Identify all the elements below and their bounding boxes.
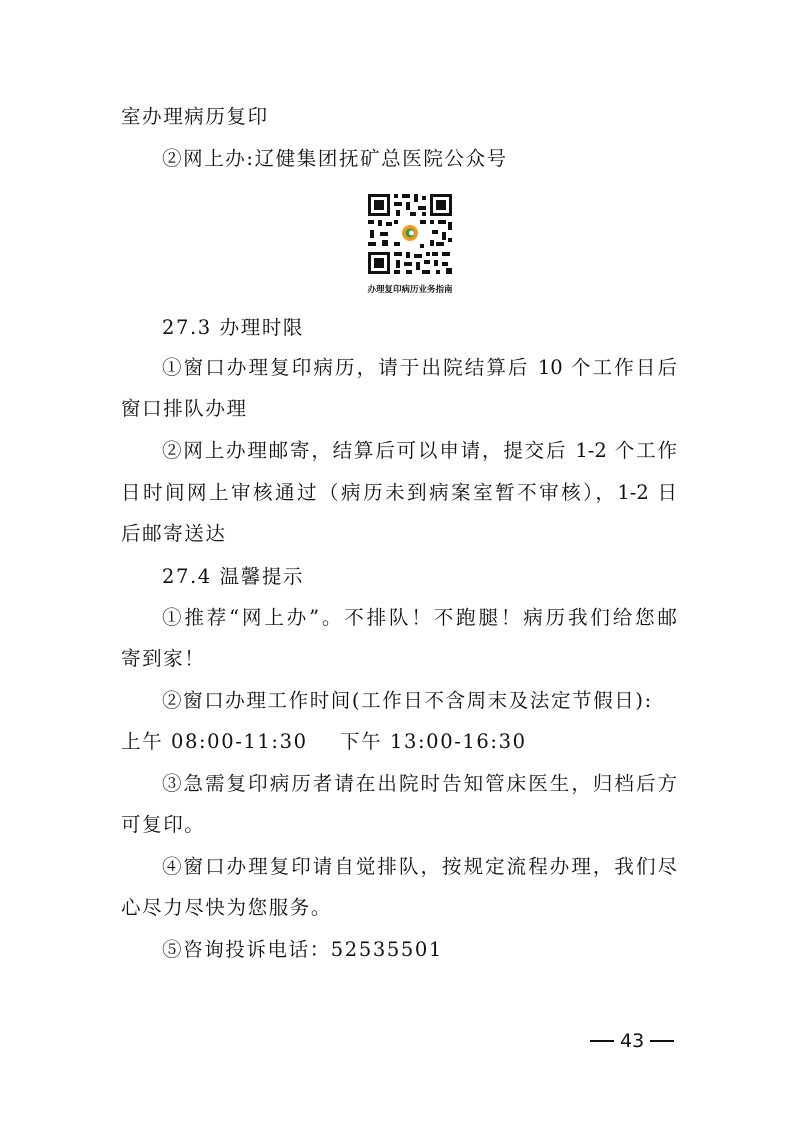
dash-right (650, 1040, 674, 1042)
section-heading: 27.4 温馨提示 (162, 565, 305, 588)
hours-afternoon: 下午 13:00-16:30 (340, 730, 527, 753)
dash-left (590, 1040, 614, 1042)
qr-code-icon[interactable] (364, 190, 456, 278)
text-line: 窗口排队办理 (121, 397, 248, 420)
text-line: ①推荐“网上办”。不排队！不跑腿！病历我们给您邮 (162, 606, 677, 629)
text-line: 日时间网上审核通过（病历未到病案室暂不审核），1-2 日 (121, 481, 677, 504)
text-line: ③急需复印病历者请在出院时告知管床医生，归档后方 (162, 772, 677, 795)
page-number (590, 1028, 680, 1054)
text-line: 寄到家！ (121, 647, 206, 670)
text-line: 室办理病历复印 (121, 105, 269, 128)
text-line: ④窗口办理复印请自觉排队，按规定流程办理，我们尽 (162, 855, 677, 878)
page-number-value: 43 (620, 1030, 645, 1052)
qr-code-block (360, 190, 460, 278)
text-line: 心尽力尽快为您服务。 (121, 896, 333, 919)
text-line: 后邮寄送达 (121, 522, 227, 545)
contact-phone: ⑤咨询投诉电话：52535501 (162, 938, 443, 961)
text-line: ②网上办理邮寄，结算后可以申请，提交后 1-2 个工作 (162, 439, 677, 462)
text-line: ②网上办:辽健集团抚矿总医院公众号 (162, 147, 508, 170)
qr-caption: 办理复印病历业务指南 (367, 285, 453, 295)
hours-morning: 上午 08:00-11:30 (121, 730, 308, 753)
text-line: 可复印。 (121, 813, 206, 836)
section-heading: 27.3 办理时限 (162, 316, 305, 339)
text-line: ①窗口办理复印病历，请于出院结算后 10 个工作日后 (162, 356, 677, 379)
text-line: ②窗口办理工作时间(工作日不含周末及法定节假日): (162, 689, 653, 712)
